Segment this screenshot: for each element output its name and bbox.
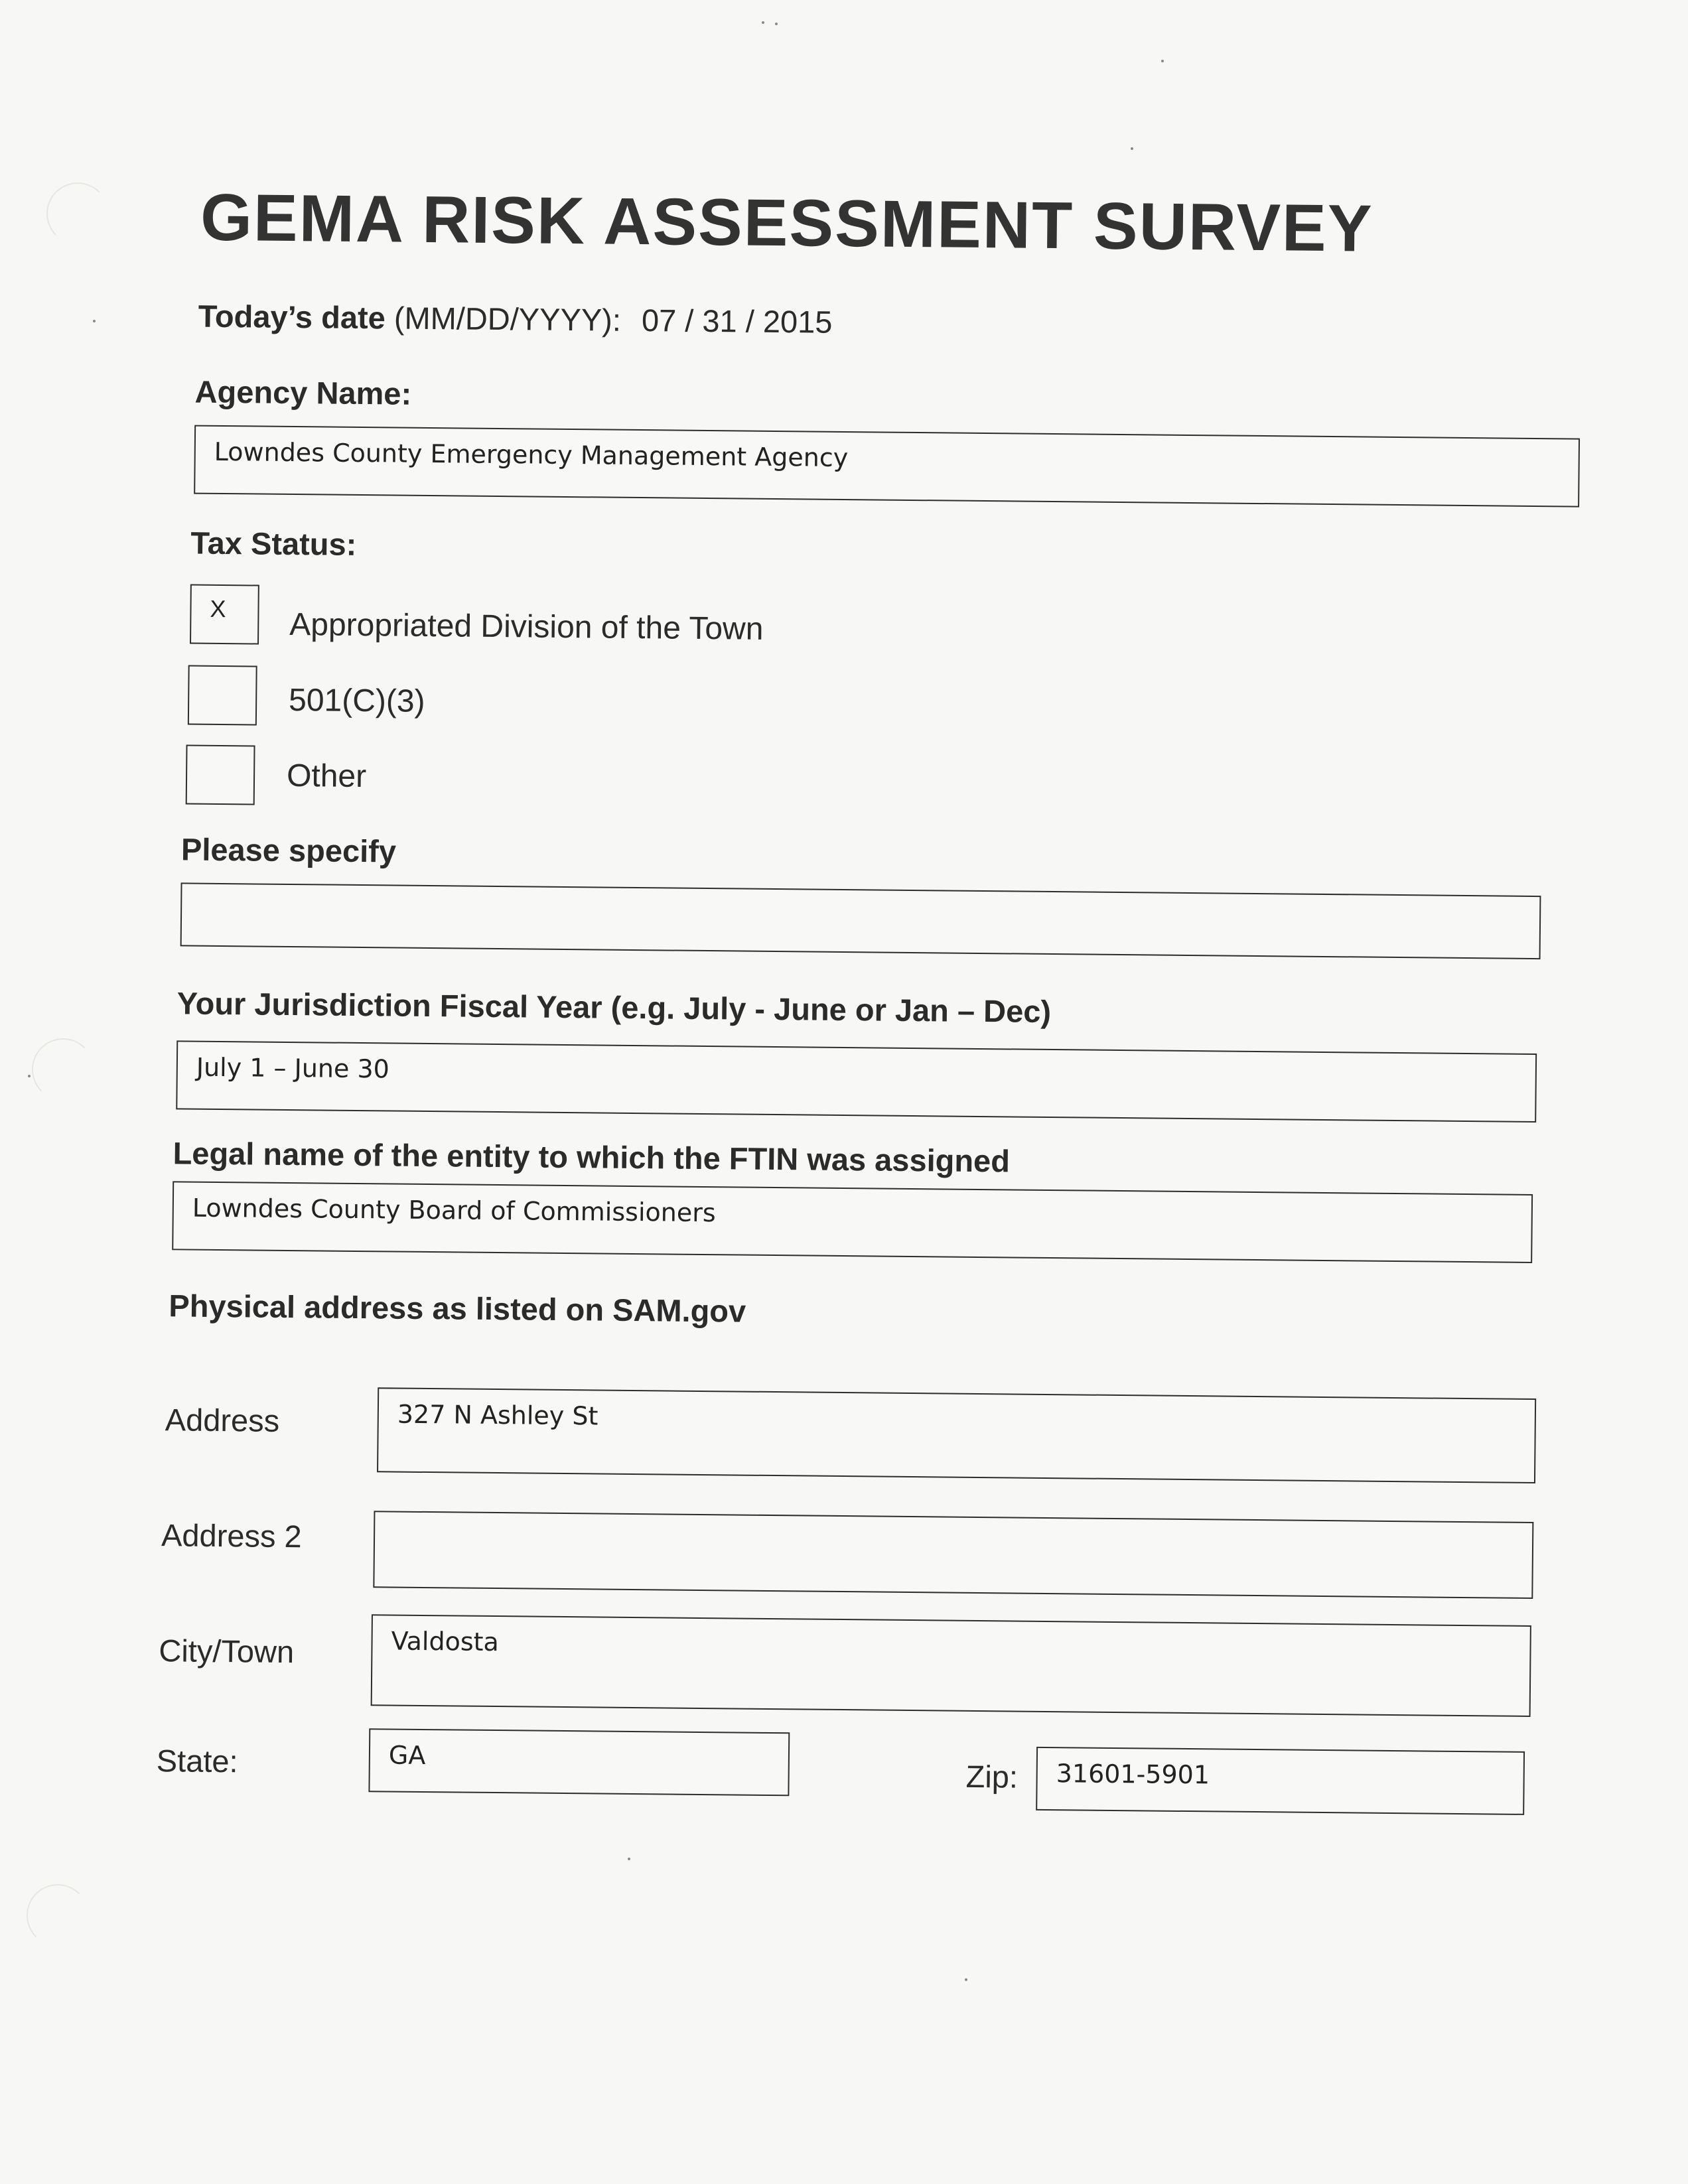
checkbox-appropriated-division[interactable] — [190, 584, 259, 645]
address-field[interactable] — [377, 1387, 1536, 1483]
option-other-label: Other — [286, 758, 367, 795]
city-field[interactable] — [371, 1614, 1531, 1717]
tax-status-label: Tax Status: — [190, 525, 357, 562]
state-label: State: — [156, 1743, 238, 1779]
address-label: Address — [165, 1402, 280, 1438]
checkbox-501c3[interactable] — [188, 665, 257, 726]
zip-label: Zip: — [965, 1758, 1019, 1795]
date-format: (MM/DD/YYYY): — [393, 300, 622, 338]
date-row — [198, 298, 832, 340]
address-value: 327 N Ashley St — [397, 1399, 598, 1431]
physical-address-label: Physical address as listed on SAM.gov — [169, 1288, 746, 1329]
city-value: Valdosta — [391, 1626, 500, 1657]
state-field[interactable] — [368, 1728, 790, 1796]
legal-name-label: Legal name of the entity to which the FTIN was assigned — [173, 1135, 1011, 1179]
address2-label: Address 2 — [161, 1517, 302, 1554]
zip-value: 31601-5901 — [1056, 1759, 1210, 1790]
zip-field[interactable] — [1036, 1747, 1525, 1815]
option-appropriated-division-label: Appropriated Division of the Town — [289, 606, 764, 647]
state-value: GA — [388, 1740, 426, 1771]
option-501c3-label: 501(C)(3) — [288, 682, 425, 719]
city-label: City/Town — [159, 1633, 295, 1670]
agency-name-field[interactable] — [194, 425, 1580, 508]
agency-name-value: Lowndes County Emergency Management Agency — [214, 437, 849, 473]
please-specify-field[interactable] — [180, 882, 1541, 959]
date-label: Today’s date — [198, 298, 386, 336]
fiscal-year-field[interactable] — [176, 1040, 1537, 1123]
fiscal-year-value: July 1 – June 30 — [196, 1052, 390, 1084]
agency-name-label: Agency Name: — [194, 374, 412, 411]
checkbox-other[interactable] — [186, 744, 255, 805]
legal-name-field[interactable] — [172, 1181, 1533, 1263]
date-value[interactable]: 07 / 31 / 2015 — [641, 303, 833, 340]
fiscal-year-label: Your Jurisdiction Fiscal Year (e.g. July - June or Jan – Dec) — [176, 985, 1052, 1030]
legal-name-value: Lowndes County Board of Commissioners — [192, 1193, 716, 1228]
checkbox-x-mark: X — [210, 594, 226, 623]
address2-field[interactable] — [373, 1511, 1533, 1599]
please-specify-label: Please specify — [180, 831, 397, 869]
page-title: GEMA RISK ASSESSMENT SURVEY — [200, 180, 1373, 266]
